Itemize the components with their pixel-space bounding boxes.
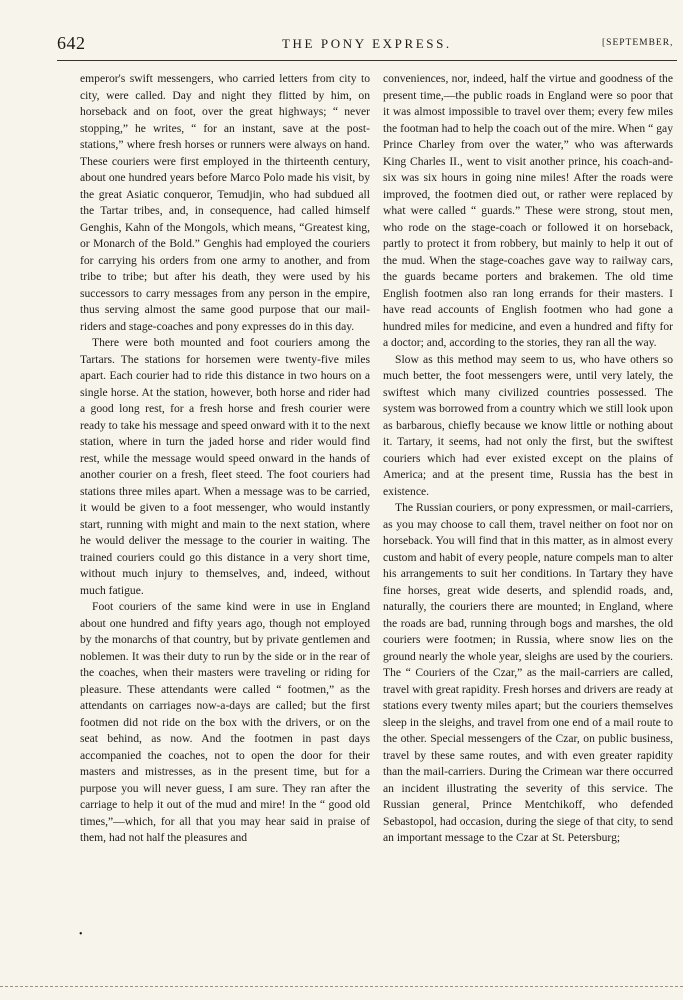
page-number: 642 [57, 33, 86, 53]
journal-title: THE PONY EXPRESS. [282, 36, 452, 51]
footer-mark: • [79, 929, 83, 940]
section-label: [SEPTEMBER, [602, 38, 674, 48]
header-rule [57, 60, 677, 61]
paragraph: emperor's swift messengers, who carried letters from city to city, were called. Day and night they flitted by him, on horseback and on foot, over the great highways; “ never stopping,” he writes, “ for an instant, save at the post-stations,” where fresh horses or runners were always on hand. These couriers were first employed in the thirteenth century, about one hundred years before Marco Polo made his visit, by the great Asiatic conqueror, Temudjin, who had subdued all the Tartar tribes, and, in consequence, had called himself Genghis, Kahn of the Mongols, which means, “Greatest king, or Monarch of the Bold.” Genghis had employed the couriers for carrying his orders from one army to another, and from tribe to tribe; but after his death, they were used by his successors to carry messages from any person in the empire, thus serving almost the same good purpose that our mail-riders and stage-coaches and pony expresses do in this day. [80, 72, 370, 333]
paragraph: There were both mounted and foot couriers among the Tartars. The stations for horsemen were twenty-five miles apart. Each courier had to ride this distance in two hours on a single horse. At the station, however, both horse and rider had a good long rest, for a fresh horse and fresh courier were ready to take his message and speed onward with it to the next station, where in turn the jaded horse and rider would find rest, while the message would speed onward in the hands of another courier on a fresh, fleet steed. The foot couriers had stations three miles apart. When a message was to be carried, it would be given to a foot messenger, who would instantly start, running with might and main to the next station, where he would deliver the message to the courier in waiting. The trained couriers could go this distance in a very short time, without much injury to themselves, and, indeed, without much fatigue. [80, 336, 370, 597]
left-column [80, 71, 370, 847]
paragraph: conveniences, nor, indeed, half the virtue and goodness of the present time,—the public roads in England were so poor that it was almost impossible to travel over them; every few miles the footman had to help the coach out of the mire. When “ gay Prince Charley from over the water,” who was afterwards King Charles II., went to visit another prince, his coach-and-six was six hours in going nine miles! After the roads were improved, the footmen died out, or rather were replaced by what were called “ guards.” These were strong, stout men, who rode on the stage-coach or followed it on horseback, partly to protect it from robbery, but mainly to help it out of the mud. When the stage-coaches gave way to railway cars, the guards became porters and brakemen. The old time English footmen also ran long errands for their masters. I have read accounts of English footmen who had gone a hundred miles for medicine, and even a hundred and fifty for a doctor; and, according to the stories, they ran all the way. [383, 72, 673, 349]
paragraph: Slow as this method may seem to us, who have others so much better, the foot messengers were, until very lately, the swiftest which many civilized countries possessed. The system was borrowed from a country which we still look upon as barbarous, chiefly because we know little or nothing about it. Tartary, it seems, had not only the first, but the swiftest couriers which had ever existed except on the plains of America; and at the present time, Russia has the best in existence. [383, 352, 673, 498]
running-header [57, 33, 677, 55]
right-column [383, 71, 673, 847]
paragraph: Foot couriers of the same kind were in use in England about one hundred and fifty years ago, though not employed by the monarchs of that country, but by private gentlemen and noblemen. It was their duty to run by the side or in the rear of the coaches, when their masters were traveling or riding for pleasure. These attendants were called “ footmen,” as the attendants on carriages now-a-days are called; but the first footmen did not ride on the box with the drivers, or on the seat behind, as now. And the footmen in past days accompanied the coaches, not to open the door for their masters and mistresses, as in the present time, but for a purpose you will never guess, I am sure. They ran after the carriage to help it out of the mud and mire! In the “ good old times,”—which, for all that you may hear said in praise of them, had not half the pleasures and [80, 600, 370, 844]
page-edge-rule [0, 986, 683, 987]
paragraph: The Russian couriers, or pony expressmen, or mail-carriers, as you may choose to call them, travel neither on foot nor on horseback. You will find that in this matter, as in almost every custom and habit of every people, nature compels man to alter his arrangements to suit her conditions. In Tartary they have fine horses, great wide deserts, and splendid roads, and, naturally, the couriers there are mounted; in England, where the roads are bad, running through bogs and marshes, the old couriers were footmen; in Russia, where snow lies on the ground nearly the whole year, sleighs are used by the couriers. The “ Couriers of the Czar,” as the mail-carriers are called, travel with great rapidity. Fresh horses and drivers are ready at stations every twenty miles apart; but the couriers themselves sleep in the sleighs, and travel from one end of a mail route to the other. Special messengers of the Czar, on public business, travel by these same routes, and with even greater rapidity than the mail-carriers. During the Crimean war there occurred an incident illustrating the severity of this service. The Russian general, Prince Mentchikoff, who defended Sebastopol, had occasion, during the siege of that city, to send an important message to the Czar at St. Petersburg; [383, 501, 673, 844]
